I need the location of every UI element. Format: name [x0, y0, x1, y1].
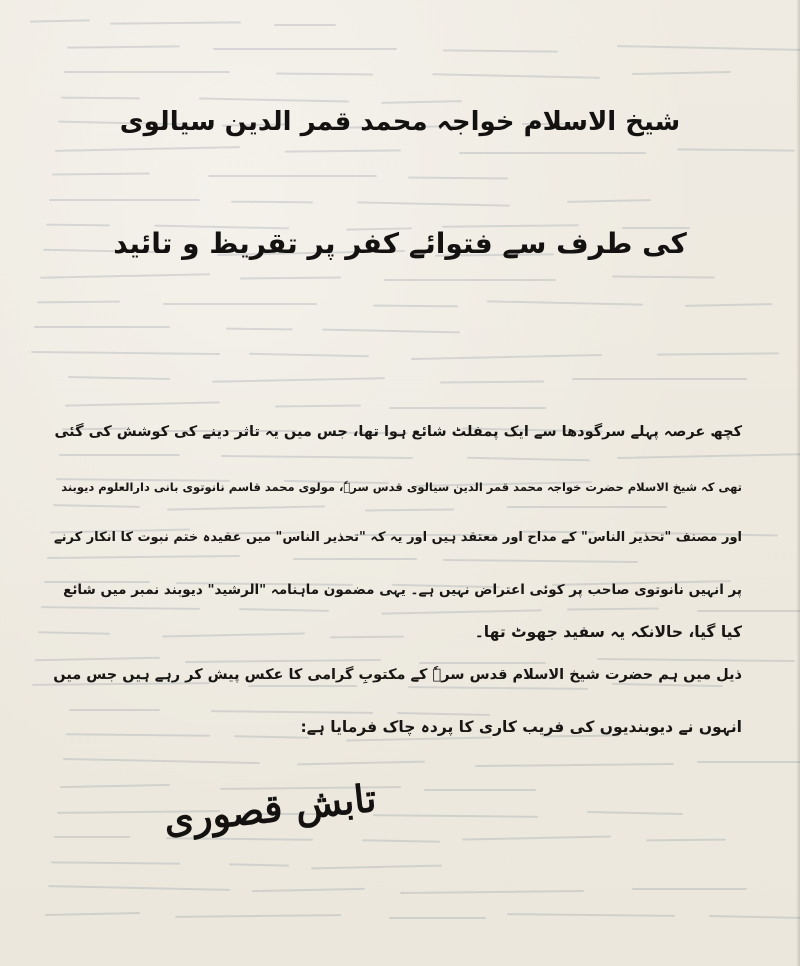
show-through-stroke: [226, 328, 293, 331]
show-through-stroke: [572, 378, 747, 380]
show-through-stroke: [646, 839, 726, 842]
show-through-stroke: [311, 864, 442, 869]
show-through-stroke: [162, 633, 305, 638]
show-through-stroke: [632, 888, 747, 890]
show-through-stroke: [432, 73, 600, 79]
show-through-stroke: [424, 789, 536, 791]
show-through-stroke: [462, 835, 611, 840]
show-through-stroke: [64, 71, 230, 73]
show-through-stroke: [30, 19, 90, 22]
show-through-stroke: [37, 300, 120, 303]
paragraph-1-line-2: تھی کہ شیخ الاسلام حضرت خواجہ محمد قمر الدین سیالوی قدس سرہٗ، مولوی محمد قاسم نانوتوی بانی دارالعلوم دیوبند: [61, 480, 742, 494]
show-through-stroke: [373, 814, 538, 818]
show-through-stroke: [69, 709, 160, 711]
show-through-stroke: [275, 404, 361, 407]
show-through-stroke: [167, 505, 325, 510]
show-through-stroke: [389, 407, 546, 409]
show-through-stroke: [400, 890, 584, 894]
show-through-stroke: [59, 454, 180, 456]
show-through-stroke: [475, 762, 674, 766]
show-through-stroke: [54, 836, 130, 838]
paragraph-1-line-1: کچھ عرصہ پہلے سرگودھا سے ایک پمفلٹ شائع ہوا تھا، جس میں یہ تاثر دینے کی کوشش کی گئی: [54, 424, 742, 440]
show-through-stroke: [297, 760, 425, 765]
show-through-stroke: [60, 784, 170, 788]
show-through-stroke: [234, 735, 309, 739]
show-through-stroke: [52, 172, 150, 175]
show-through-stroke: [35, 656, 160, 661]
show-through-stroke: [208, 175, 377, 177]
show-through-stroke: [487, 300, 643, 305]
show-through-stroke: [440, 380, 544, 383]
show-through-stroke: [507, 913, 675, 917]
show-through-stroke: [249, 352, 369, 357]
show-through-stroke: [567, 199, 651, 203]
show-through-stroke: [381, 609, 542, 614]
show-through-stroke: [213, 48, 397, 50]
show-through-stroke: [68, 376, 170, 380]
show-through-stroke: [110, 21, 241, 24]
paragraph-1-line-3: اور مصنف "تحذیر الناس" کے مداح اور معتقد ہیں اور یہ کہ "تحذیر الناس" میں عقیدہ ختم نبوت کا انکار کرنے: [54, 530, 742, 545]
show-through-stroke: [365, 508, 454, 511]
document-title-line-1: شیخ الاسلام خواجہ محمد قمر الدین سیالوی: [119, 107, 681, 137]
show-through-stroke: [47, 554, 240, 558]
show-through-stroke: [163, 303, 317, 305]
show-through-stroke: [685, 303, 772, 307]
show-through-stroke: [677, 148, 795, 151]
show-through-stroke: [293, 558, 417, 560]
show-through-stroke: [587, 810, 683, 814]
show-through-stroke: [597, 657, 795, 661]
show-through-stroke: [632, 71, 731, 75]
show-through-stroke: [231, 200, 313, 203]
show-through-stroke: [48, 885, 230, 891]
show-through-stroke: [274, 24, 336, 26]
show-through-stroke: [357, 201, 510, 206]
show-through-stroke: [362, 839, 440, 843]
paragraph-1-line-4: پر انہیں نانوتوی صاحب پر کوئی اعتراض نہیں ہے۔ یہی مضمون ماہنامہ "الرشید" دیوبند نمبر میں شائع: [63, 582, 742, 598]
show-through-stroke: [507, 506, 667, 508]
show-through-stroke: [63, 757, 260, 763]
show-through-stroke: [709, 914, 800, 918]
show-through-stroke: [252, 888, 365, 892]
show-through-stroke: [322, 329, 460, 334]
show-through-stroke: [41, 606, 200, 610]
show-through-stroke: [65, 401, 220, 406]
show-through-stroke: [221, 454, 413, 458]
page-edge: [796, 0, 800, 966]
show-through-stroke: [443, 49, 558, 52]
show-through-stroke: [411, 354, 602, 360]
show-through-stroke: [212, 377, 385, 383]
show-through-stroke: [443, 558, 638, 562]
show-through-stroke: [34, 326, 170, 328]
show-through-stroke: [67, 45, 180, 48]
show-through-stroke: [657, 352, 779, 355]
show-through-stroke: [567, 607, 659, 610]
show-through-stroke: [389, 917, 486, 919]
show-through-stroke: [53, 504, 140, 508]
show-through-stroke: [175, 914, 341, 918]
show-through-stroke: [46, 224, 110, 227]
show-through-stroke: [239, 608, 329, 612]
show-through-stroke: [373, 304, 458, 307]
show-through-stroke: [617, 452, 800, 458]
paragraph-2-line-1: ذیل میں ہم حضرت شیخ الاسلام قدس سرہٗ کے مکتوبِ گرامی کا عکس پیش کر رہے ہیں جس میں: [53, 667, 742, 683]
show-through-stroke: [408, 176, 508, 179]
show-through-stroke: [229, 863, 289, 866]
show-through-stroke: [51, 861, 180, 864]
paragraph-1-line-5: کیا گیا، حالانکہ یہ سفید جھوٹ تھا۔: [474, 623, 742, 641]
paragraph-2-line-2: انہوں نے دیوبندیوں کی فریب کاری کا پردہ چاک فرمایا ہے:: [300, 718, 742, 736]
document-title-line-2: کی طرف سے فتوائے کفر پر تقریظ و تائید: [113, 227, 687, 260]
show-through-stroke: [38, 631, 110, 635]
show-through-stroke: [617, 45, 800, 51]
show-through-stroke: [66, 733, 210, 737]
show-through-stroke: [31, 351, 220, 355]
show-through-stroke: [467, 456, 590, 461]
author-signature: تابش قصوری: [161, 774, 379, 843]
show-through-stroke: [330, 636, 404, 639]
show-through-stroke: [49, 199, 200, 201]
show-through-stroke: [276, 72, 373, 75]
show-through-stroke: [697, 761, 800, 763]
show-through-stroke: [697, 610, 800, 612]
show-through-stroke: [211, 710, 373, 714]
show-through-stroke: [45, 912, 140, 916]
